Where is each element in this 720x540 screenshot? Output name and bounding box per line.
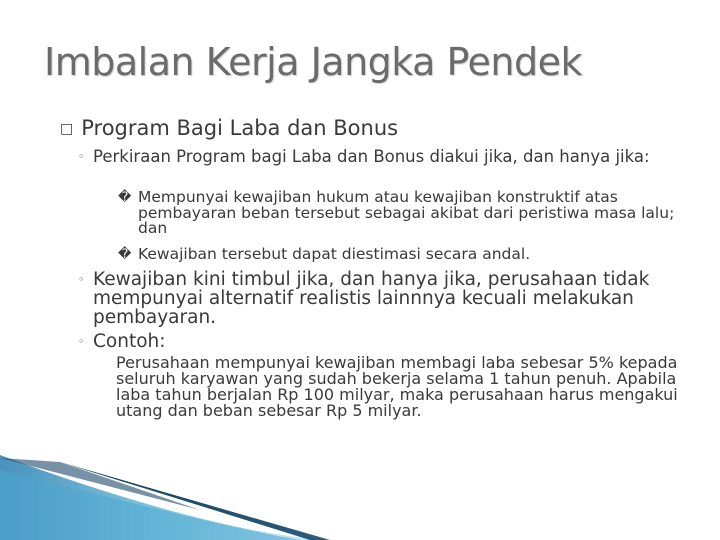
example-paragraph: Perusahaan mempunyai kewajiban membagi laba sebesar 5% kepada seluruh karyawan yang sudah bekerja selama 1 tahun penuh. Apabila laba tahun berjalan Rp 100 milyar, maka perusahaan harus mengakui utang dan beban sebesar Rp 5 milyar.: [116, 353, 678, 420]
circle-bullet-icon: ◦: [78, 273, 85, 286]
section-heading-text: Program Bagi Laba dan Bonus: [81, 116, 399, 140]
list-item: [78, 148, 678, 166]
sub-list-item: [118, 245, 684, 263]
sub-list-item: [118, 188, 684, 237]
page-title: Imbalan Kerja Jangka Pendek: [44, 40, 583, 84]
list-item: [78, 332, 678, 351]
circle-bullet-icon: ◦: [78, 150, 85, 163]
list-item: [78, 270, 678, 327]
replacement-char-icon: �: [118, 247, 132, 262]
square-bullet-icon: □: [60, 121, 74, 137]
list-item-text: Perkiraan Program bagi Laba dan Bonus diakui jika, dan hanya jika:: [93, 147, 650, 166]
section-heading: [60, 116, 398, 140]
replacement-char-icon: �: [118, 190, 132, 205]
sub-list-item-text: Mempunyai kewajiban hukum atau kewajiban konstruktif atas pembayaran beban tersebut sebagai akibat dari peristiwa masa lalu; dan: [138, 188, 675, 237]
sub-list-item-text: Kewajiban tersebut dapat diestimasi secara andal.: [138, 245, 531, 263]
circle-bullet-icon: ◦: [78, 335, 85, 348]
list-item-text: Kewajiban kini timbul jika, dan hanya jika, perusahaan tidak mempunyai alternatif realistis lainnnya kecuali melakukan pembayaran.: [93, 269, 650, 328]
list-item-text: Contoh:: [93, 331, 166, 352]
